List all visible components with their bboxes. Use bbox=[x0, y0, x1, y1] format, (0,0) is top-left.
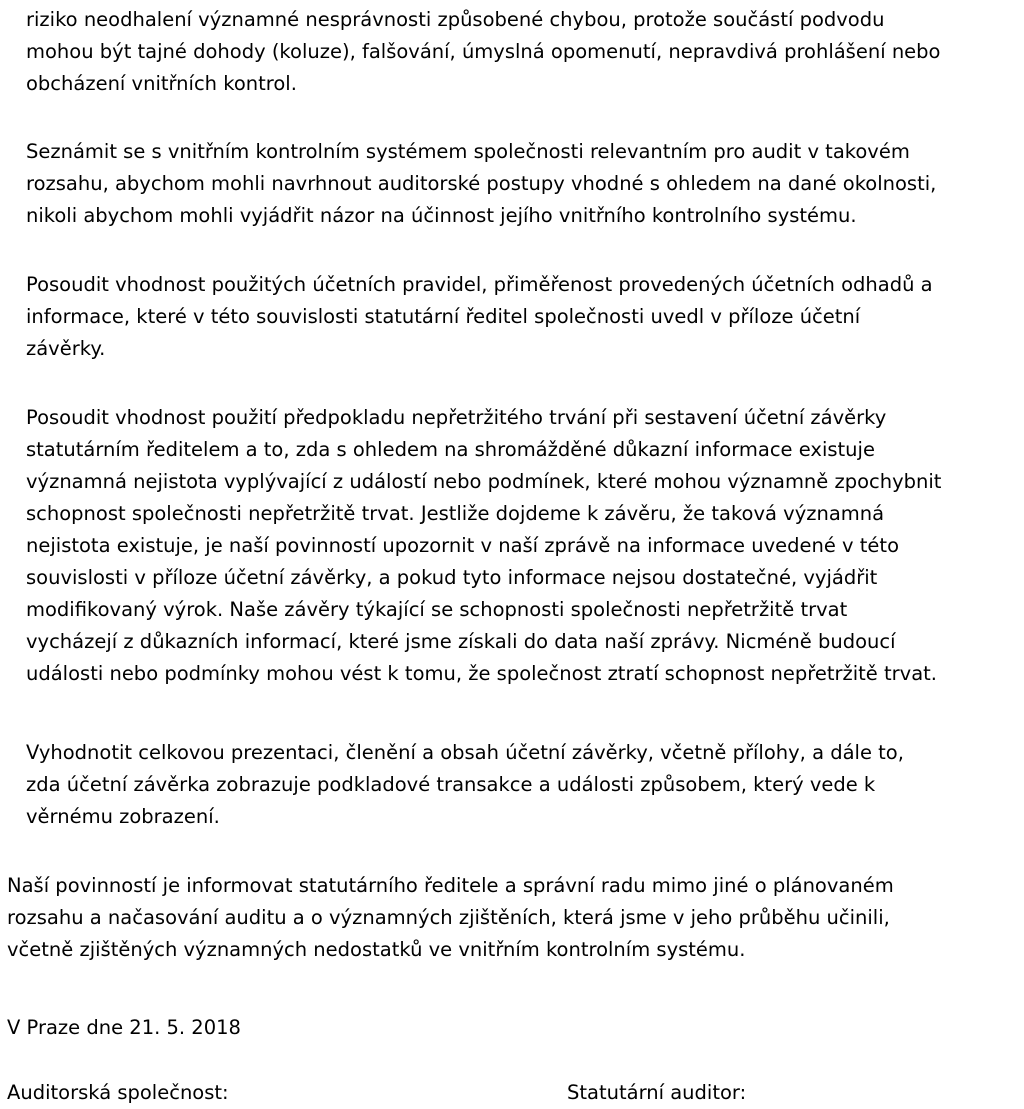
paragraph-accounting-policies: Posoudit vhodnost použitých účetních pravidel, přiměřenost provedených účetních odhadů a informace, které v této souvislosti statutární ředitel společnosti uvedl v příloze účetní závěrky. bbox=[26, 273, 933, 360]
paragraph-overall-presentation: Vyhodnotit celkovou prezentaci, členění a obsah účetní závěrky, včetně přílohy, a dále to, zda účetní závěrka zobrazuje podkladové transakce a události způsobem, který vede k věrnému zobrazení. bbox=[26, 741, 904, 828]
paragraph-internal-control: Seznámit se s vnitřním kontrolním systémem společnosti relevantním pro audit v takovém rozsahu, abychom mohli navrhnout auditorské postupy vhodné s ohledem na dané okolnosti, nikoli abychom mohli vyjádřit názor na účinnost jejího vnitřního kontrolního systému. bbox=[26, 140, 937, 227]
place-and-date: V Praze dne 21. 5. 2018 bbox=[7, 1016, 241, 1039]
statutory-auditor-signature-label: Statutární auditor: bbox=[567, 1081, 747, 1104]
paragraph-communication-duty: Naší povinností je informovat statutárního ředitele a správní radu mimo jiné o plánovaném rozsahu a načasování auditu a o významných zjištěních, která jsme v jeho průběhu učinili, včetně zjištěných významných nedostatků ve vnitřním kontrolním systému. bbox=[7, 874, 894, 961]
paragraph-fraud-risk: riziko neodhalení významné nesprávnosti způsobené chybou, protože součástí podvodu mohou být tajné dohody (koluze), falšování, úmyslná opomenutí, nepravdivá prohlášení nebo obcházení vnitřních kontrol. bbox=[26, 8, 941, 95]
paragraph-going-concern: Posoudit vhodnost použití předpokladu nepřetržitého trvání při sestavení účetní závěrky statutárním ředitelem a to, zda s ohledem na shromážděné důkazní informace existuje významná nejistota vyplývající z událostí nebo podmínek, které mohou významně zpochybnit schopnost společnosti nepřetržitě trvat. Jestliže dojdeme k závěru, že taková významná nejistota existuje, je naší povinností upozornit v naší zprávě na informace uvedené v této souvislosti v příloze účetní závěrky, a pokud tyto informace nejsou dostatečné, vyjádřit modifikovaný výrok. Naše závěry týkající se schopnosti společnosti nepřetržitě trvat vycházejí z důkazních informací, které jsme získali do data naší zprávy. Nicméně budoucí události nebo podmínky mohou vést k tomu, že společnost ztratí schopnost nepřetržitě trvat. bbox=[26, 406, 942, 685]
audit-firm-signature-label: Auditorská společnost: bbox=[7, 1081, 229, 1104]
